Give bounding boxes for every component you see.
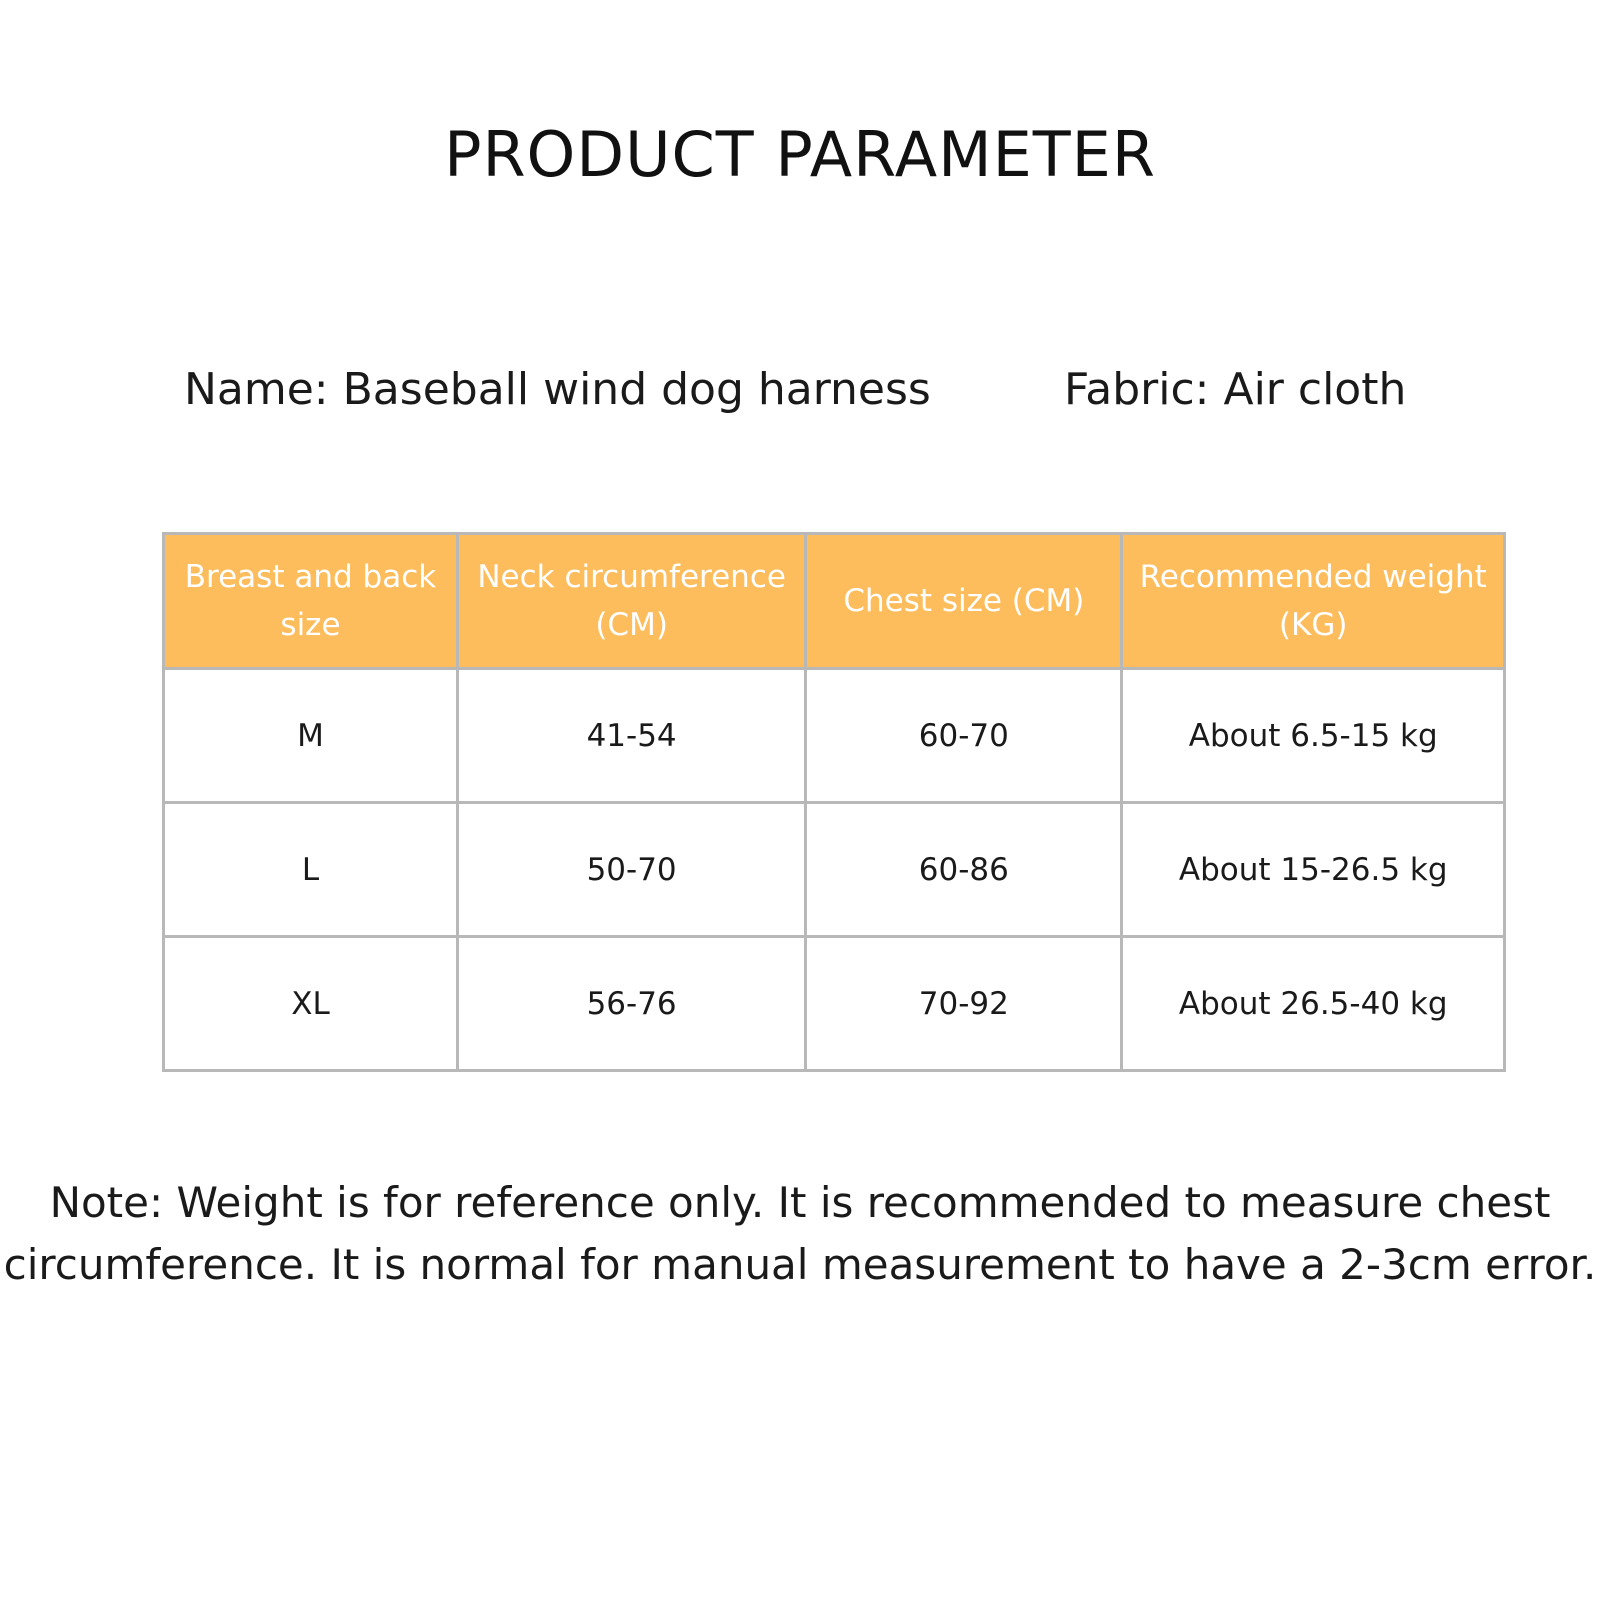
- note-line: circumference. It is normal for manual measurement to have a 2-3cm error.: [3, 1240, 1597, 1289]
- product-fabric: Fabric: Air cloth: [1064, 364, 1407, 415]
- cell-size: L: [164, 803, 458, 937]
- cell-weight: About 26.5-40 kg: [1122, 937, 1505, 1071]
- cell-chest: 70-92: [806, 937, 1122, 1071]
- page-title: PRODUCT PARAMETER: [444, 118, 1156, 191]
- header-line: Breast and back: [184, 559, 437, 595]
- cell-chest: 60-86: [806, 803, 1122, 937]
- header-recommended-weight: [1122, 534, 1505, 669]
- table-header-row: [164, 534, 1505, 669]
- measurement-note: [0, 1172, 1600, 1296]
- header-chest-size: [806, 534, 1122, 669]
- cell-neck: 50-70: [457, 803, 805, 937]
- header-line: size: [280, 607, 341, 643]
- cell-neck: 56-76: [457, 937, 805, 1071]
- product-name: Name: Baseball wind dog harness: [184, 364, 931, 415]
- header-line: Recommended weight: [1139, 559, 1487, 595]
- table-row: [164, 803, 1505, 937]
- note-line: Note: Weight is for reference only. It is recommended to measure chest: [49, 1178, 1551, 1227]
- header-line: Neck circumference: [477, 559, 786, 595]
- table-row: [164, 937, 1505, 1071]
- size-chart-table: [162, 532, 1506, 1072]
- header-line: (CM): [595, 607, 668, 643]
- header-line: Chest size (CM): [843, 583, 1085, 619]
- cell-weight: About 15-26.5 kg: [1122, 803, 1505, 937]
- header-line: (KG): [1278, 607, 1348, 643]
- cell-size: M: [164, 669, 458, 803]
- cell-neck: 41-54: [457, 669, 805, 803]
- size-table: [162, 532, 1506, 1072]
- header-breast-back-size: [164, 534, 458, 669]
- header-neck-circumference: [457, 534, 805, 669]
- table-row: [164, 669, 1505, 803]
- cell-chest: 60-70: [806, 669, 1122, 803]
- cell-weight: About 6.5-15 kg: [1122, 669, 1505, 803]
- cell-size: XL: [164, 937, 458, 1071]
